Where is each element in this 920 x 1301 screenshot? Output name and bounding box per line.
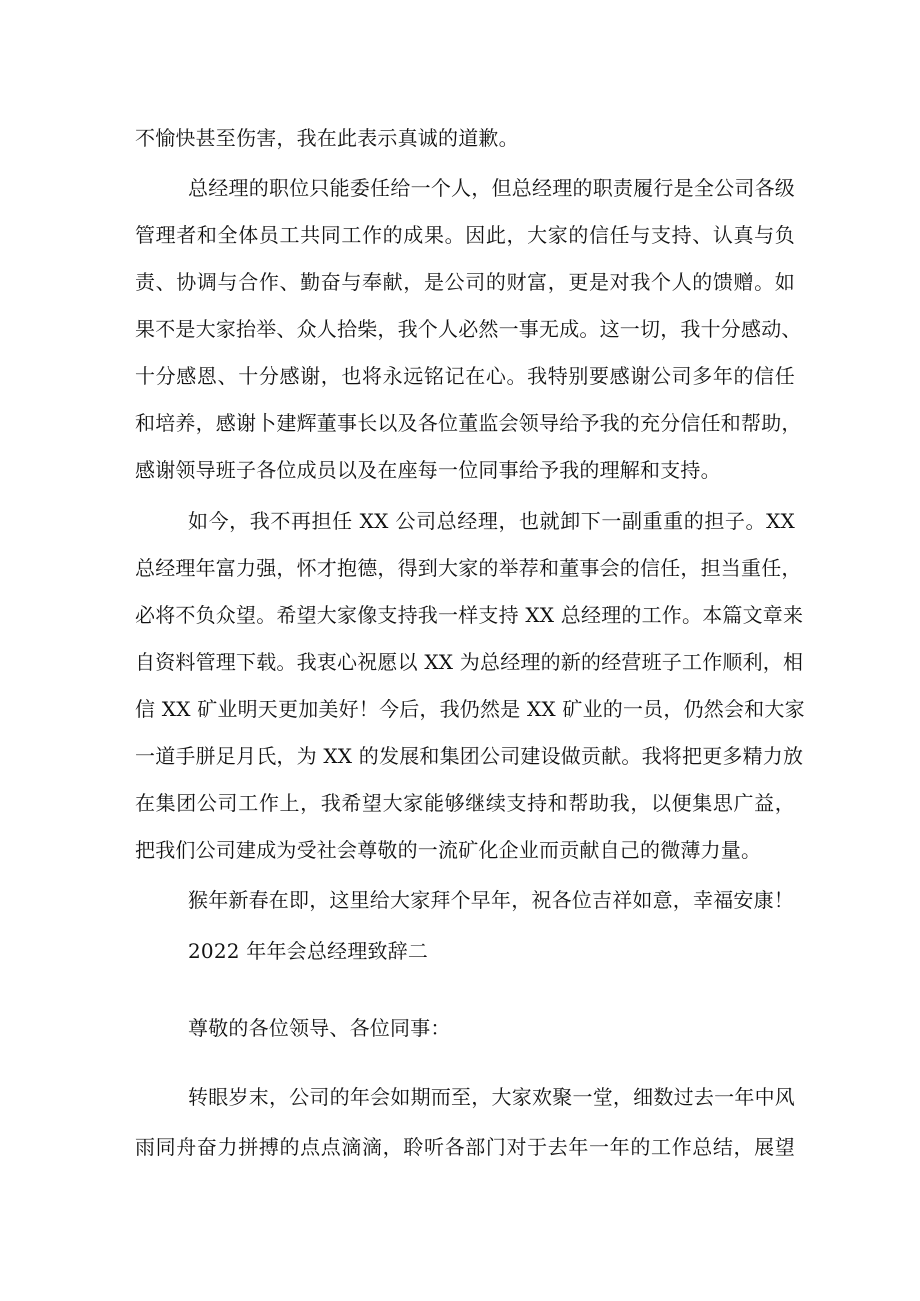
paragraph-line: 信 XX 矿业明天更加美好！今后，我仍然是 XX 矿业的一员，仍然会和大家 (135, 697, 805, 721)
paragraph-line: 十分感恩、十分感谢，也将永远铭记在心。我特别要感谢公司多年的信任 (135, 364, 795, 388)
paragraph-line: 和培养，感谢卜建辉董事长以及各位董监会领导给予我的充分信任和帮助， (135, 411, 802, 435)
paragraph-line: 在集团公司工作上，我希望大家能够继续支持和帮助我，以便集思广益， (135, 791, 795, 815)
paragraph-line: 管理者和全体员工共同工作的成果。因此，大家的信任与支持、认真与负 (135, 223, 795, 247)
paragraph-line: 总经理的职位只能委任给一个人，但总经理的职责履行是全公司各级 (188, 176, 795, 200)
paragraph-line: 必将不负众望。希望大家像支持我一样支持 XX 总经理的工作。本篇文章来 (135, 603, 804, 627)
paragraph-line: 果不是大家抬举、众人拾柴，我个人必然一事无成。这一切，我十分感动、 (135, 317, 802, 341)
paragraph-line: 感谢领导班子各位成员以及在座每一位同事给予我的理解和支持。 (135, 458, 721, 482)
paragraph-line: 总经理年富力强，怀才抱德，得到大家的举荐和董事会的信任，担当重任， (135, 556, 802, 580)
paragraph-line: 如今，我不再担任 XX 公司总经理，也就卸下一副重重的担子。XX (188, 509, 795, 533)
paragraph-line: 猴年新春在即，这里给大家拜个早年，祝各位吉祥如意，幸福安康！ (188, 888, 794, 912)
section-title: 2022 年年会总经理致辞二 (188, 939, 429, 963)
paragraph-line: 自资料管理下载。我衷心祝愿以 XX 为总经理的新的经营班子工作顺利，相 (135, 650, 804, 674)
paragraph-line: 转眼岁末，公司的年会如期而至，大家欢聚一堂，细数过去一年中风 (188, 1085, 795, 1109)
paragraph-line: 雨同舟奋力拼搏的点点滴滴，聆听各部门对于去年一年的工作总结，展望 (135, 1135, 795, 1159)
salutation: 尊敬的各位领导、各位同事： (188, 1016, 451, 1040)
paragraph-line: 不愉快甚至伤害，我在此表示真诚的道歉。 (135, 126, 519, 150)
paragraph-line: 责、协调与合作、勤奋与奉献，是公司的财富，更是对我个人的馈赠。如 (135, 270, 795, 294)
paragraph-line: 一道手胼足月氏，为 XX 的发展和集团公司建设做贡献。我将把更多精力放 (135, 744, 804, 768)
paragraph-line: 把我们公司建成为受社会尊敬的一流矿化企业而贡献自己的微薄力量。 (135, 838, 762, 862)
